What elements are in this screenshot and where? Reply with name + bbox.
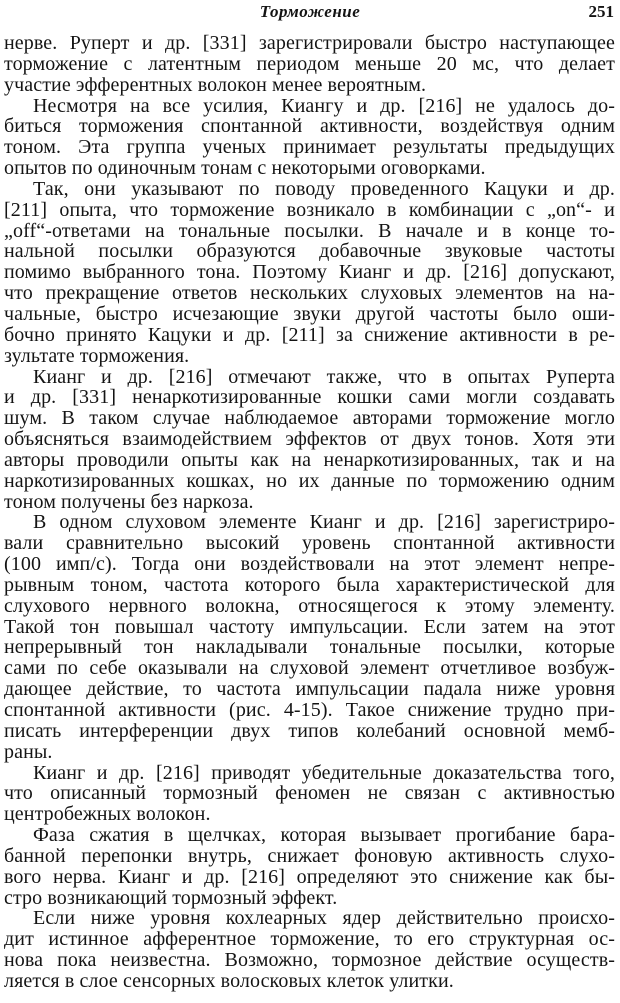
text-line: вого нерва. Кианг и др. [216] определяют это снижение как бы- <box>4 865 615 888</box>
page-number: 251 <box>588 2 614 21</box>
paragraph <box>4 367 615 513</box>
text-line: Так, они указывают по поводу проведенного Кацуки и др. <box>33 177 615 200</box>
text-line: чальные, быстро исчезающие звуки другой частоты было оши- <box>4 302 615 325</box>
text-line: торможение с латентным периодом меньше 20 мс, что делает <box>4 52 615 75</box>
text-line: нерве. Руперт и др. [331] зарегистрировали быстро наступающее <box>4 32 615 54</box>
paragraph <box>4 825 615 908</box>
paragraph <box>4 33 615 96</box>
running-title: Торможение <box>259 2 361 21</box>
text-line: Такой тон повышал частоту импульсации. Если затем на этот <box>4 615 615 638</box>
text-line: тоном. Эта группа ученых принимает результаты предыдущих <box>4 136 615 159</box>
text-line: непрерывный тон накладывали тональные посылки, которые <box>4 636 615 659</box>
text-line: тоном получены без наркоза. <box>4 490 254 513</box>
paragraph <box>4 512 615 762</box>
text-line: дающее действие, то частота импульсации падала ниже уровня <box>4 678 615 701</box>
text-line: писать интерференции двух типов колебаний основной мемб- <box>4 719 615 742</box>
text-line: слухового нервного волокна, относящегося к этому элементу. <box>4 594 615 617</box>
text-line: и др. [331] ненаркотизированные кошки сами могли создавать <box>4 386 615 409</box>
text-line: вали сравнительно высокий уровень спонтанной активности <box>4 532 615 555</box>
text-line: стро возникающий тормозный эффект. <box>4 886 338 909</box>
text-line: Если ниже уровня кохлеарных ядер действительно происхо- <box>33 907 615 930</box>
text-line: шум. В таком случае наблюдаемое авторами торможение могло <box>4 407 615 430</box>
text-line: Несмотря на все усилия, Киангу и др. [216] не удалось до- <box>33 94 615 117</box>
text-line: Кианг и др. [216] приводят убедительные доказательства того, <box>33 761 615 784</box>
body-text <box>4 33 615 992</box>
text-line: авторы проводили опыты как на ненаркотизированных, так и на <box>4 448 615 471</box>
paragraph <box>4 763 615 826</box>
text-line: нова пока неизвестна. Возможно, тормозное действие осуществ- <box>4 949 615 972</box>
text-line: зультате торможения. <box>4 344 190 367</box>
text-line: Кианг и др. [216] отмечают также, что в опытах Руперта <box>33 365 615 388</box>
text-line: ляется в слое сенсорных волосковых клеток улитки. <box>4 969 454 992</box>
text-line: участие эфферентных волокон менее вероятным. <box>4 73 427 96</box>
text-line: В одном слуховом элементе Кианг и др. [216] зарегистриро- <box>33 511 615 534</box>
text-line: банной перепонки внутрь, снижает фоновую активность слухо- <box>4 844 615 867</box>
text-line: раны. <box>4 740 53 763</box>
paragraph <box>4 179 615 367</box>
text-line: помимо выбранного тона. Поэтому Кианг и др. [216] допускают, <box>4 261 615 284</box>
text-line: центробежных волокон. <box>4 803 211 826</box>
text-line: сами по себе оказывали на слуховой элемент отчетливое возбуж- <box>4 657 615 680</box>
text-line: что прекращение ответов нескольких слуховых элементов на на- <box>4 282 615 305</box>
paragraph <box>4 908 615 991</box>
text-line: наркотизированных кошках, но их данные по торможению одним <box>4 469 615 492</box>
text-line: (100 имп/с). Тогда они воздействовали на этот элемент непре- <box>4 553 615 576</box>
text-line: нальной посылки образуются добавочные звуковые частоты <box>4 240 615 263</box>
text-line: спонтанной активности (рис. 4-15). Такое снижение трудно при- <box>4 699 615 721</box>
page-header <box>0 2 620 24</box>
text-line: Фаза сжатия в щелчках, которая вызывает прогибание бара- <box>33 824 615 847</box>
text-line: рывным тоном, частота которого была характеристической для <box>4 573 615 596</box>
text-line: биться торможения спонтанной активности, воздействуя одним <box>4 115 615 138</box>
text-line: дит истинное афферентное торможение, то его структурная ос- <box>4 928 615 951</box>
text-line: „off“-ответами на тональные посылки. В начале и в конце то- <box>4 219 615 242</box>
text-line: [211] опыта, что торможение возникало в комбинации с „on“- и <box>4 198 615 221</box>
text-line: что описанный тормозный феномен не связан с активностью <box>4 782 615 805</box>
paragraph <box>4 96 615 179</box>
text-line: объясняться взаимодействием эффектов от двух тонов. Хотя эти <box>4 428 615 451</box>
text-line: опытов по одиночным тонам с некоторыми оговорками. <box>4 157 486 180</box>
text-line: бочно принято Кацуки и др. [211] за снижение активности в ре- <box>4 323 615 346</box>
